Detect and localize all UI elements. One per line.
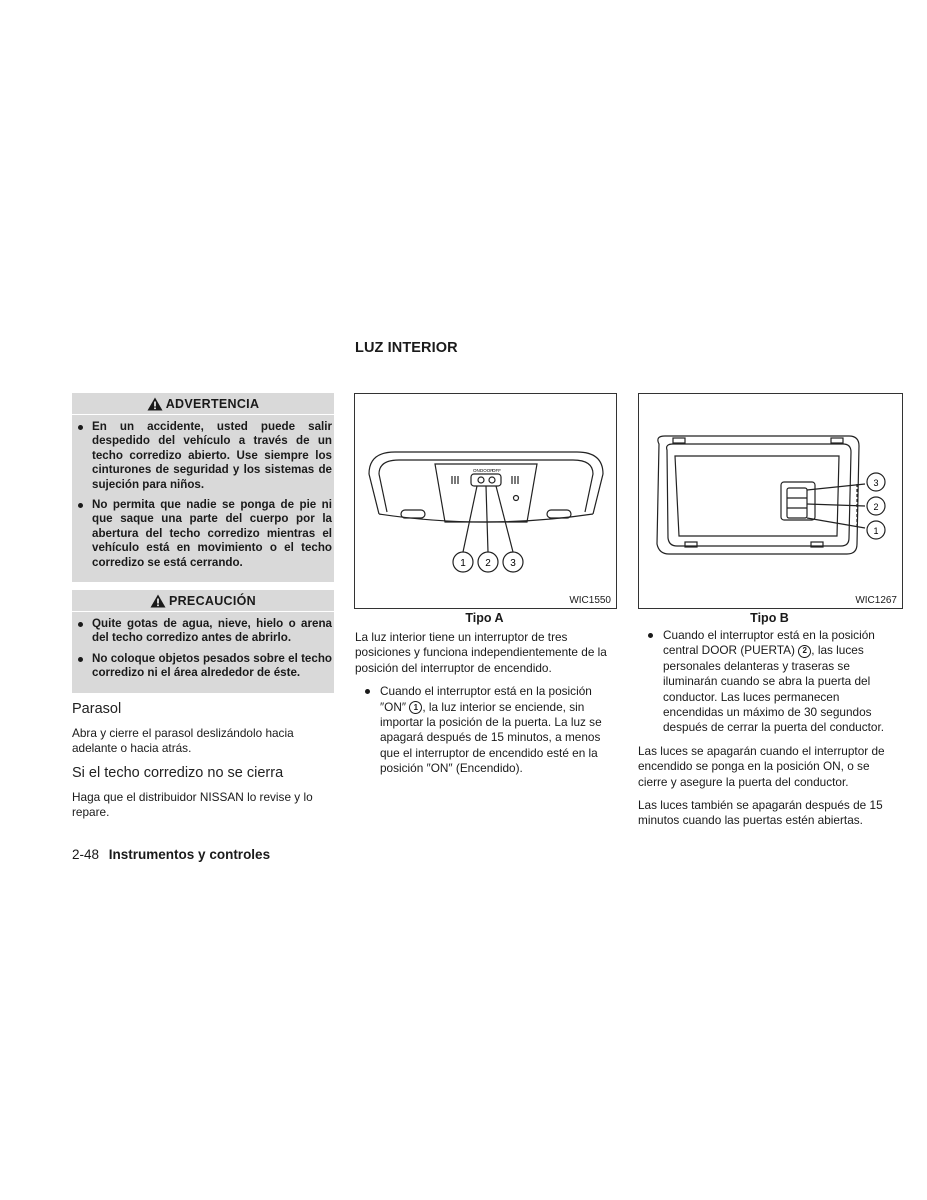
caution-item: Quite gotas de agua, nieve, hielo o arena del techo corredizo antes de abrirlo. <box>74 617 332 646</box>
type-b-para-1: Las luces se apagarán cuando el interruptor de encendido se ponga en la posición ON, o se cierre y asegure la puerta del conductor. <box>638 743 885 789</box>
svg-text:3: 3 <box>873 478 879 488</box>
type-b-bullet-start: Cuando el interruptor está en la posición central DOOR (PUERTA) <box>663 628 875 658</box>
sunroof-text: Haga que el distribuidor NISSAN lo revise y lo repare. <box>72 789 313 819</box>
sunroof-heading: Si el techo corredizo no se cierra <box>72 764 284 781</box>
right-column <box>638 628 901 837</box>
svg-text:1: 1 <box>460 558 466 569</box>
page-footer <box>72 847 270 862</box>
caution-title-text: PRECAUCIÓN <box>168 594 257 609</box>
switch-label-on: ON <box>473 468 480 473</box>
figure-a-caption: Tipo A <box>465 611 504 625</box>
page-number: 2-48 <box>72 847 100 862</box>
callout-1 <box>453 552 473 572</box>
switch-label-door: DOOR <box>480 468 494 473</box>
caution-title <box>72 594 334 612</box>
warning-list <box>74 420 332 570</box>
callout-2 <box>478 552 498 572</box>
caution-item: No coloque objetos pesados sobre el techo corredizo ni el área alrededor de éste. <box>74 652 332 681</box>
map-light-illustration <box>355 394 616 594</box>
warning-box <box>72 393 334 582</box>
left-column <box>72 393 334 828</box>
parasol-heading: Parasol <box>72 700 122 717</box>
room-light-illustration <box>639 394 902 594</box>
middle-column <box>355 630 617 785</box>
section-title: LUZ INTERIOR <box>355 340 458 356</box>
figure-code: WIC1267 <box>855 595 897 606</box>
warning-title-text: ADVERTENCIA <box>165 397 260 411</box>
svg-text:2: 2 <box>873 502 879 512</box>
svg-text:1: 1 <box>873 526 879 536</box>
warning-item: En un accidente, usted puede salir despedido del vehículo a través de un techo corredizo abierto. Use siempre los cinturones de seguridad y los sistemas de sujeción para niños. <box>74 420 332 492</box>
callout-b-1 <box>867 521 885 539</box>
parasol-text: Abra y cierre el parasol deslizándolo hacia adelante o hacia atrás. <box>72 725 294 756</box>
circled-number-1: 1 <box>409 701 422 714</box>
caution-box <box>72 590 334 693</box>
type-a-intro: La luz interior tiene un interruptor de tres posiciones y funciona independientemente de la posición del interruptor de encendido. <box>355 630 607 675</box>
warning-triangle-icon <box>147 397 163 411</box>
type-b-bullet <box>638 628 901 736</box>
figure-type-b <box>638 393 903 609</box>
circled-number-2: 2 <box>798 645 811 658</box>
callout-b-3 <box>867 473 885 491</box>
warning-item: No permita que nadie se ponga de pie ni que saque una parte del cuerpo por la abertura del techo corredizo mientras el vehículo está en movimiento o el techo corredizo se está cerrando. <box>74 498 332 570</box>
callout-b-2 <box>867 497 885 515</box>
svg-text:3: 3 <box>510 558 516 569</box>
type-a-bullet-start: Cuando el interruptor está en la posición ″ON″ <box>380 684 592 714</box>
figure-code: WIC1550 <box>569 595 611 606</box>
svg-text:2: 2 <box>485 558 491 569</box>
caution-triangle-icon <box>150 594 166 608</box>
type-b-para-2: Las luces también se apagarán después de 15 minutos cuando las puertas estén abiertas. <box>638 798 883 828</box>
type-b-bullet-end: , las luces personales delanteras y traseras se iluminarán cuando se abra la puerta del conductor. Las luces permanecen encendidas un máximo de 30 segundos después de cerrar la puerta del conductor. <box>663 643 885 735</box>
figure-b-caption: Tipo B <box>750 611 789 625</box>
chapter-title: Instrumentos y controles <box>108 847 271 862</box>
figure-type-a <box>354 393 617 609</box>
caution-list <box>74 617 332 681</box>
type-a-bullet-end: , la luz interior se enciende, sin importar la posición de la puerta. La luz se apagará después de 15 minutos, a menos que el interruptor de encendido esté en la posición ″ON″ (Encendido). <box>380 699 602 776</box>
callout-3 <box>503 552 523 572</box>
warning-title <box>72 397 334 415</box>
type-a-bullet <box>355 684 617 776</box>
switch-label-off: OFF <box>492 468 501 473</box>
